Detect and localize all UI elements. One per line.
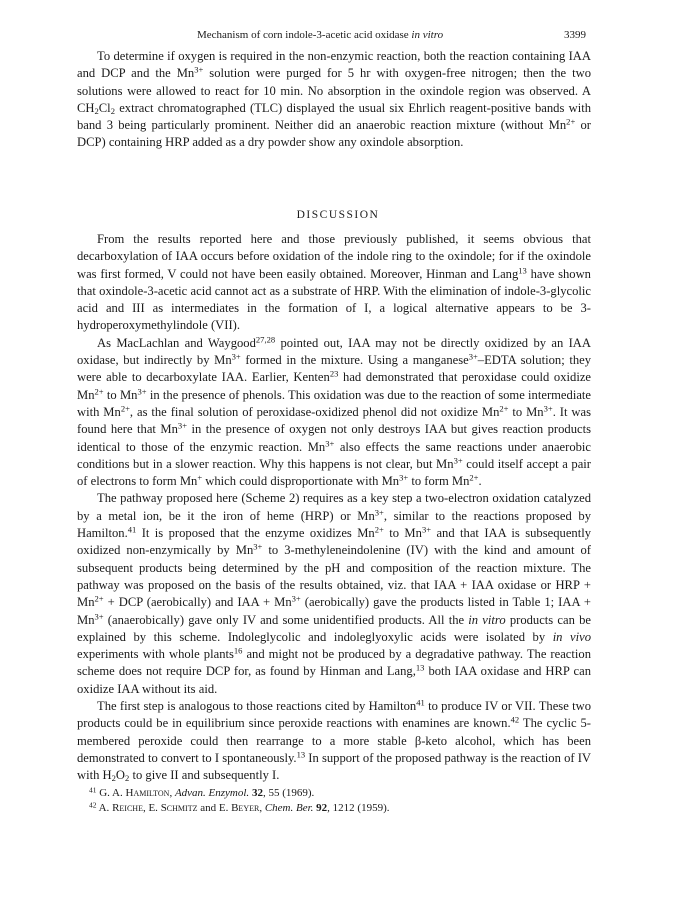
- body-block-discussion: [77, 231, 591, 785]
- paragraph-first-step: The first step is analogous to those reactions cited by Hamilton$^{41}$ to produce IV or VII. These two products could be in equilibrium since peroxide reactions with enamines are known.$^{42}$ The cyclic 5-membered peroxide could then rearrange to a more stable β-keto alcohol, which has been demonstrated to convert to I spontaneously.$^{13}$ In support of the proposed pathway is the reaction of IV with $H_2O_2$ to give II and subsequently I.: [77, 697, 592, 784]
- body-block-upper: [77, 48, 591, 152]
- running-head: [197, 28, 443, 42]
- running-title: Mechanism of corn indole-3-acetic acid oxidase: [197, 29, 409, 41]
- running-title-italic: in vitro: [411, 29, 444, 41]
- paragraph-manganese: As MacLachlan and Waygood$^{27,28}$ pointed out, IAA may not be directly oxidized by an IAA oxidase, but indirectly by $Mn^{3+}$ formed in the mixture. Using a manganese$^{3+}$–EDTA solution; they were able to decarboxylate IAA. Earlier, Kenten$^{23}$ had demonstrated that peroxidase could oxidize $Mn^{2+}$ to $Mn^{3+}$ in the presence of phenols. This oxidation was due to the reaction of some intermediate with $Mn^{2+}$, as the final solution of peroxidase-oxidized phenol did not oxidize $Mn^{2+}$ to $Mn^{3+}$. It was found here that $Mn^{3+}$ in the presence of oxygen not only destroys IAA but gives reaction products identical to those of the enzymic reaction. $Mn^{3+}$ also effects the same reactions under anaerobic conditions but in a slower reaction. Why this happens is not clear, but $Mn^{3+}$ could itself accept a pair of electrons to form Mn+ which could disproportionate with $Mn^{3+}$ to form $Mn^{2+}$.: [77, 334, 592, 489]
- paragraph-pathway: The pathway proposed here (Scheme 2) requires as a key step a two-electron oxidation catalyzed by a metal ion, be it the iron of heme (HRP) or $Mn^{3+}$, similar to the reactions proposed by Hamilton.$^{41}$ It is proposed that the enzyme oxidizes $Mn^{2+}$ to $Mn^{3+}$ and that IAA is subsequently oxidized non-enzymically by $Mn^{3+}$ to 3-methyleneindolenine (IV) with the kind and amount of subsequent products being determined by the pH and composition of the reaction mixture. The pathway was proposed on the basis of the results obtained, viz. that IAA + IAA oxidase or HRP + $Mn^{2+}$ + DCP (aerobically) and IAA + $Mn^{3+}$ (aerobically) gave the products listed in Table 1; IAA + $Mn^{3+}$ (anaerobically) gave only IV and some unidentified products. All the in vitro products can be explained by this scheme. Indoleglycolic and indoleglyoxylic acids were isolated by in vivo experiments with whole plants$^{16}$ and might not be produced by a degradative pathway. The reaction scheme does not require DCP for, as found by Hinman and Lang,$^{13}$ both IAA oxidase and HRP can oxidize IAA without its aid.: [77, 491, 592, 696]
- footnotes: [77, 786, 591, 815]
- footnote-42: $^{42}$ A. Reiche, E. Schmitz and E. Beyer, Chem. Ber. 92, 1212 (1959).: [89, 799, 390, 814]
- page-number: 3399: [564, 29, 586, 41]
- section-heading-discussion: DISCUSSION: [296, 209, 380, 221]
- paragraph-oxygen-requirement: To determine if oxygen is required in the non-enzymic reaction, both the reaction containing IAA and DCP and the $Mn^{3+}$ solution were purged for 5 hr with oxygen-free nitrogen; then the two solutions were allowed to react for 10 min. No absorption in the oxindole region was observed. A $CH_2Cl_2$ extract chromatographed (TLC) displayed the usual six Ehrlich reagent-positive bands with band 3 being particularly prominent. Neither did an anaerobic reaction mixture (without $Mn^{2+}$ or DCP) containing HRP added as a dry powder show any oxindole absorption.: [77, 49, 592, 150]
- footnote-41: $^{41}$ G. A. Hamilton, Advan. Enzymol. 32, 55 (1969).: [89, 785, 315, 799]
- paragraph-decarboxylation: From the results reported here and those previously published, it seems obvious that decarboxylation of IAA occurs before oxidation of the indole ring to the oxindole; for if the oxindole was first formed, V could not have been easily obtained. Moreover, Hinman and Lang$^{13}$ have shown that oxindole-3-acetic acid cannot act as a substrate of HRP. With the elimination of indole-3-glycolic acid and III as intermediates in the formation of I, a logical alternative appears to be 3-hydroperoxymethylindole (VII).: [77, 232, 591, 333]
